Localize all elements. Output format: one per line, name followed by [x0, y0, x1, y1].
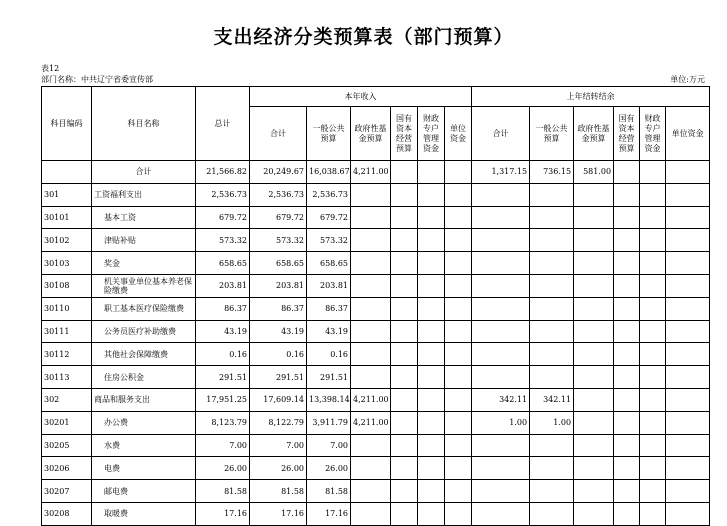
row-cy-fund-cell	[351, 480, 391, 503]
row-pb-unit-funds-cell	[666, 183, 710, 206]
row-pb-general-cell	[530, 502, 574, 525]
row-cy-state-capital-cell	[391, 274, 418, 297]
row-name-cell: 水费	[92, 434, 196, 457]
row-pb-state-capital-cell	[614, 252, 640, 275]
row-cy-unit-funds-cell	[445, 206, 472, 229]
row-pb-fiscal-special-cell	[640, 206, 666, 229]
row-total-cell: 0.16	[196, 343, 250, 366]
row-cy-general-cell: 26.00	[307, 457, 351, 480]
row-name-cell: 商品和服务支出	[92, 388, 196, 411]
row-cy-unit-funds-cell	[445, 480, 472, 503]
row-pb-sum-cell	[472, 457, 530, 480]
row-cy-sum-cell: 0.16	[250, 343, 307, 366]
row-name-cell: 津贴补贴	[92, 229, 196, 252]
row-code-cell: 30206	[42, 457, 92, 480]
row-pb-unit-funds-cell	[666, 297, 710, 320]
row-cy-fiscal-special-cell	[418, 434, 445, 457]
row-cy-fund-cell	[351, 229, 391, 252]
row-cy-general-cell: 13,398.14	[307, 388, 351, 411]
row-pb-unit-funds-cell	[666, 252, 710, 275]
row-cy-fiscal-special-cell	[418, 502, 445, 525]
row-cy-state-capital-cell	[391, 480, 418, 503]
row-pb-sum-cell	[472, 229, 530, 252]
row-cy-general-cell: 3,911.79	[307, 411, 351, 434]
table-row	[42, 388, 710, 411]
row-pb-fund-cell	[574, 229, 614, 252]
row-pb-sum-cell: 342.11	[472, 388, 530, 411]
row-pb-state-capital-cell	[614, 502, 640, 525]
table-row	[42, 411, 710, 434]
row-cy-fiscal-special-cell	[418, 297, 445, 320]
row-pb-fund-cell	[574, 183, 614, 206]
row-cy-fund-cell	[351, 434, 391, 457]
row-cy-general-cell: 81.58	[307, 480, 351, 503]
row-total-cell: 17,951.25	[196, 388, 250, 411]
row-pb-state-capital-cell	[614, 297, 640, 320]
row-cy-fund-cell: 4,211.00	[351, 161, 391, 184]
table-row	[42, 434, 710, 457]
row-cy-sum-cell: 203.81	[250, 274, 307, 297]
header-cy-unit-funds: 单位资金	[445, 107, 472, 161]
row-total-cell: 291.51	[196, 366, 250, 389]
department-name: 部门名称：中共辽宁省委宣传部	[41, 75, 153, 84]
row-cy-unit-funds-cell	[445, 343, 472, 366]
header-cy-fiscal-special: 财政专户管理资金	[418, 107, 445, 161]
row-cy-general-cell: 573.32	[307, 229, 351, 252]
row-pb-unit-funds-cell	[666, 457, 710, 480]
row-cy-fiscal-special-cell	[418, 366, 445, 389]
header-code: 科目编码	[42, 87, 92, 161]
header-name: 科目名称	[92, 87, 196, 161]
row-cy-general-cell: 291.51	[307, 366, 351, 389]
row-cy-general-cell: 2,536.73	[307, 183, 351, 206]
row-pb-fiscal-special-cell	[640, 183, 666, 206]
row-code-cell: 30205	[42, 434, 92, 457]
row-pb-fund-cell	[574, 297, 614, 320]
row-pb-state-capital-cell	[614, 343, 640, 366]
row-pb-unit-funds-cell	[666, 411, 710, 434]
row-cy-unit-funds-cell	[445, 229, 472, 252]
row-total-cell: 26.00	[196, 457, 250, 480]
row-cy-sum-cell: 7.00	[250, 434, 307, 457]
row-pb-fiscal-special-cell	[640, 480, 666, 503]
row-pb-fiscal-special-cell	[640, 229, 666, 252]
row-cy-sum-cell: 17.16	[250, 502, 307, 525]
row-pb-fund-cell	[574, 480, 614, 503]
row-pb-fund-cell	[574, 320, 614, 343]
row-pb-sum-cell	[472, 366, 530, 389]
header-cy-state-capital: 国有资本经营预算	[391, 107, 418, 161]
row-cy-state-capital-cell	[391, 434, 418, 457]
row-pb-general-cell: 342.11	[530, 388, 574, 411]
row-pb-sum-cell	[472, 343, 530, 366]
row-pb-general-cell	[530, 343, 574, 366]
row-pb-general-cell	[530, 480, 574, 503]
row-cy-general-cell: 17.16	[307, 502, 351, 525]
row-cy-sum-cell: 26.00	[250, 457, 307, 480]
row-total-cell: 17.16	[196, 502, 250, 525]
row-cy-state-capital-cell	[391, 411, 418, 434]
row-cy-fund-cell	[351, 206, 391, 229]
row-cy-sum-cell: 20,249.67	[250, 161, 307, 184]
row-pb-fund-cell	[574, 457, 614, 480]
header-pb-state-capital: 国有资本经营预算	[614, 107, 640, 161]
row-cy-general-cell: 679.72	[307, 206, 351, 229]
row-pb-general-cell	[530, 229, 574, 252]
row-name-cell: 机关事业单位基本养老保险缴费	[92, 274, 196, 297]
row-pb-sum-cell	[472, 183, 530, 206]
row-name-cell: 工资福利支出	[92, 183, 196, 206]
row-name-cell: 公务员医疗补助缴费	[92, 320, 196, 343]
row-pb-fiscal-special-cell	[640, 502, 666, 525]
row-pb-fund-cell	[574, 434, 614, 457]
table-row	[42, 229, 710, 252]
row-pb-sum-cell	[472, 502, 530, 525]
header-prev-balance: 上年结转结余	[472, 87, 710, 107]
row-cy-state-capital-cell	[391, 343, 418, 366]
row-cy-sum-cell: 679.72	[250, 206, 307, 229]
row-pb-state-capital-cell	[614, 206, 640, 229]
row-total-cell: 203.81	[196, 274, 250, 297]
row-pb-sum-cell	[472, 480, 530, 503]
table-row	[42, 252, 710, 275]
row-cy-state-capital-cell	[391, 297, 418, 320]
row-pb-fiscal-special-cell	[640, 388, 666, 411]
row-pb-general-cell	[530, 366, 574, 389]
row-pb-unit-funds-cell	[666, 388, 710, 411]
row-cy-fund-cell	[351, 502, 391, 525]
row-pb-fund-cell	[574, 502, 614, 525]
row-pb-fiscal-special-cell	[640, 434, 666, 457]
row-cy-state-capital-cell	[391, 206, 418, 229]
row-pb-sum-cell	[472, 320, 530, 343]
row-cy-unit-funds-cell	[445, 388, 472, 411]
row-pb-unit-funds-cell	[666, 480, 710, 503]
row-pb-general-cell	[530, 320, 574, 343]
table-row	[42, 161, 710, 184]
row-pb-sum-cell: 1.00	[472, 411, 530, 434]
row-name-cell: 邮电费	[92, 480, 196, 503]
row-cy-fund-cell	[351, 343, 391, 366]
row-pb-fiscal-special-cell	[640, 366, 666, 389]
table-row	[42, 320, 710, 343]
row-pb-state-capital-cell	[614, 320, 640, 343]
row-pb-sum-cell	[472, 274, 530, 297]
budget-table	[41, 86, 710, 526]
row-cy-fund-cell	[351, 183, 391, 206]
row-code-cell: 301	[42, 183, 92, 206]
row-pb-fund-cell	[574, 343, 614, 366]
header-cy-fund: 政府性基金预算	[351, 107, 391, 161]
table-row	[42, 502, 710, 525]
table-row	[42, 183, 710, 206]
row-total-cell: 81.58	[196, 480, 250, 503]
table-number: 表12	[41, 64, 60, 73]
row-cy-sum-cell: 43.19	[250, 320, 307, 343]
row-pb-general-cell	[530, 274, 574, 297]
row-code-cell: 30208	[42, 502, 92, 525]
row-cy-fund-cell	[351, 297, 391, 320]
row-pb-unit-funds-cell	[666, 434, 710, 457]
row-pb-unit-funds-cell	[666, 161, 710, 184]
row-code-cell: 30103	[42, 252, 92, 275]
row-pb-fund-cell	[574, 252, 614, 275]
row-cy-general-cell: 7.00	[307, 434, 351, 457]
row-code-cell: 302	[42, 388, 92, 411]
row-cy-unit-funds-cell	[445, 252, 472, 275]
row-cy-unit-funds-cell	[445, 183, 472, 206]
row-code-cell: 30102	[42, 229, 92, 252]
row-total-cell: 8,123.79	[196, 411, 250, 434]
header-cy-general: 一般公共预算	[307, 107, 351, 161]
row-cy-fund-cell	[351, 252, 391, 275]
row-cy-general-cell: 203.81	[307, 274, 351, 297]
row-pb-general-cell	[530, 297, 574, 320]
budget-table-container	[41, 86, 705, 526]
row-cy-sum-cell: 81.58	[250, 480, 307, 503]
row-pb-fiscal-special-cell	[640, 343, 666, 366]
row-cy-unit-funds-cell	[445, 411, 472, 434]
row-cy-fiscal-special-cell	[418, 252, 445, 275]
row-pb-fund-cell: 581.00	[574, 161, 614, 184]
row-cy-unit-funds-cell	[445, 366, 472, 389]
row-cy-state-capital-cell	[391, 457, 418, 480]
row-pb-state-capital-cell	[614, 183, 640, 206]
row-pb-unit-funds-cell	[666, 502, 710, 525]
row-cy-unit-funds-cell	[445, 457, 472, 480]
row-cy-fiscal-special-cell	[418, 206, 445, 229]
row-pb-state-capital-cell	[614, 480, 640, 503]
row-cy-general-cell: 658.65	[307, 252, 351, 275]
row-pb-fiscal-special-cell	[640, 411, 666, 434]
row-pb-fiscal-special-cell	[640, 320, 666, 343]
header-pb-general: 一般公共预算	[530, 107, 574, 161]
header-pb-fund: 政府性基金预算	[574, 107, 614, 161]
row-cy-sum-cell: 573.32	[250, 229, 307, 252]
row-pb-fund-cell	[574, 274, 614, 297]
row-pb-general-cell	[530, 206, 574, 229]
row-pb-general-cell: 736.15	[530, 161, 574, 184]
row-total-cell: 21,566.82	[196, 161, 250, 184]
row-pb-general-cell	[530, 252, 574, 275]
row-total-cell: 658.65	[196, 252, 250, 275]
row-name-cell: 职工基本医疗保险缴费	[92, 297, 196, 320]
row-pb-unit-funds-cell	[666, 229, 710, 252]
row-pb-state-capital-cell	[614, 457, 640, 480]
row-cy-general-cell: 43.19	[307, 320, 351, 343]
row-cy-fund-cell	[351, 457, 391, 480]
row-pb-fund-cell	[574, 411, 614, 434]
row-pb-general-cell	[530, 183, 574, 206]
page-title: 支出经济分类预算表（部门预算）	[213, 26, 514, 48]
row-total-cell: 2,536.73	[196, 183, 250, 206]
table-row	[42, 297, 710, 320]
header-pb-sum: 合计	[472, 107, 530, 161]
row-name-cell: 基本工资	[92, 206, 196, 229]
row-code-cell: 30113	[42, 366, 92, 389]
row-pb-fiscal-special-cell	[640, 274, 666, 297]
row-cy-state-capital-cell	[391, 229, 418, 252]
row-pb-general-cell: 1.00	[530, 411, 574, 434]
row-pb-fund-cell	[574, 366, 614, 389]
row-cy-fiscal-special-cell	[418, 229, 445, 252]
row-cy-fiscal-special-cell	[418, 457, 445, 480]
row-pb-unit-funds-cell	[666, 343, 710, 366]
row-total-cell: 86.37	[196, 297, 250, 320]
row-code-cell: 30201	[42, 411, 92, 434]
row-name-cell: 奖金	[92, 252, 196, 275]
row-cy-sum-cell: 291.51	[250, 366, 307, 389]
row-total-cell: 573.32	[196, 229, 250, 252]
row-pb-state-capital-cell	[614, 434, 640, 457]
row-pb-sum-cell	[472, 252, 530, 275]
row-name-cell: 取暖费	[92, 502, 196, 525]
header-total: 总计	[196, 87, 250, 161]
row-pb-fund-cell	[574, 206, 614, 229]
row-cy-state-capital-cell	[391, 320, 418, 343]
table-row	[42, 366, 710, 389]
row-name-cell: 电费	[92, 457, 196, 480]
row-pb-unit-funds-cell	[666, 366, 710, 389]
row-name-cell: 其他社会保障缴费	[92, 343, 196, 366]
row-cy-unit-funds-cell	[445, 320, 472, 343]
row-pb-fund-cell	[574, 388, 614, 411]
row-pb-general-cell	[530, 457, 574, 480]
header-current-year: 本年收入	[250, 87, 472, 107]
row-cy-unit-funds-cell	[445, 434, 472, 457]
row-pb-state-capital-cell	[614, 161, 640, 184]
row-code-cell: 30101	[42, 206, 92, 229]
row-cy-fund-cell	[351, 366, 391, 389]
row-cy-general-cell: 86.37	[307, 297, 351, 320]
row-code-cell: 30207	[42, 480, 92, 503]
row-pb-unit-funds-cell	[666, 274, 710, 297]
row-cy-unit-funds-cell	[445, 274, 472, 297]
row-cy-general-cell: 16,038.67	[307, 161, 351, 184]
row-pb-unit-funds-cell	[666, 320, 710, 343]
row-pb-state-capital-cell	[614, 388, 640, 411]
row-cy-state-capital-cell	[391, 388, 418, 411]
row-cy-fiscal-special-cell	[418, 343, 445, 366]
row-pb-sum-cell	[472, 206, 530, 229]
row-cy-fiscal-special-cell	[418, 320, 445, 343]
row-pb-sum-cell: 1,317.15	[472, 161, 530, 184]
header-pb-fiscal-special: 财政专户管理资金	[640, 107, 666, 161]
row-code-cell: 30108	[42, 274, 92, 297]
row-cy-unit-funds-cell	[445, 161, 472, 184]
row-cy-fund-cell	[351, 274, 391, 297]
row-pb-fiscal-special-cell	[640, 252, 666, 275]
row-cy-sum-cell: 8,122.79	[250, 411, 307, 434]
row-code-cell: 30111	[42, 320, 92, 343]
table-row	[42, 343, 710, 366]
row-pb-fiscal-special-cell	[640, 457, 666, 480]
row-pb-state-capital-cell	[614, 411, 640, 434]
row-code-cell	[42, 161, 92, 184]
row-cy-fiscal-special-cell	[418, 388, 445, 411]
row-cy-sum-cell: 2,536.73	[250, 183, 307, 206]
row-cy-fund-cell	[351, 320, 391, 343]
unit-label: 单位:万元	[670, 75, 705, 84]
row-cy-sum-cell: 86.37	[250, 297, 307, 320]
row-cy-state-capital-cell	[391, 183, 418, 206]
row-cy-sum-cell: 658.65	[250, 252, 307, 275]
row-total-cell: 43.19	[196, 320, 250, 343]
row-cy-fund-cell: 4,211.00	[351, 411, 391, 434]
row-name-cell: 住房公积金	[92, 366, 196, 389]
row-pb-general-cell	[530, 434, 574, 457]
row-cy-unit-funds-cell	[445, 502, 472, 525]
row-cy-state-capital-cell	[391, 252, 418, 275]
row-name-cell: 办公费	[92, 411, 196, 434]
row-pb-state-capital-cell	[614, 274, 640, 297]
row-cy-fiscal-special-cell	[418, 411, 445, 434]
row-name-cell: 合计	[92, 161, 196, 184]
row-cy-fiscal-special-cell	[418, 183, 445, 206]
table-row	[42, 274, 710, 297]
row-total-cell: 679.72	[196, 206, 250, 229]
row-pb-unit-funds-cell	[666, 206, 710, 229]
table-row	[42, 480, 710, 503]
header-cy-sum: 合计	[250, 107, 307, 161]
row-code-cell: 30110	[42, 297, 92, 320]
row-cy-state-capital-cell	[391, 502, 418, 525]
row-pb-state-capital-cell	[614, 229, 640, 252]
header-pb-unit-funds: 单位资金	[666, 107, 710, 161]
row-cy-general-cell: 0.16	[307, 343, 351, 366]
row-cy-fiscal-special-cell	[418, 274, 445, 297]
row-pb-sum-cell	[472, 297, 530, 320]
row-cy-fiscal-special-cell	[418, 161, 445, 184]
row-pb-fiscal-special-cell	[640, 161, 666, 184]
row-cy-state-capital-cell	[391, 161, 418, 184]
row-cy-unit-funds-cell	[445, 297, 472, 320]
row-code-cell: 30112	[42, 343, 92, 366]
row-cy-sum-cell: 17,609.14	[250, 388, 307, 411]
table-row	[42, 457, 710, 480]
row-cy-state-capital-cell	[391, 366, 418, 389]
row-pb-sum-cell	[472, 434, 530, 457]
row-pb-state-capital-cell	[614, 366, 640, 389]
row-total-cell: 7.00	[196, 434, 250, 457]
row-cy-fiscal-special-cell	[418, 480, 445, 503]
row-cy-fund-cell: 4,211.00	[351, 388, 391, 411]
row-pb-fiscal-special-cell	[640, 297, 666, 320]
table-row	[42, 206, 710, 229]
